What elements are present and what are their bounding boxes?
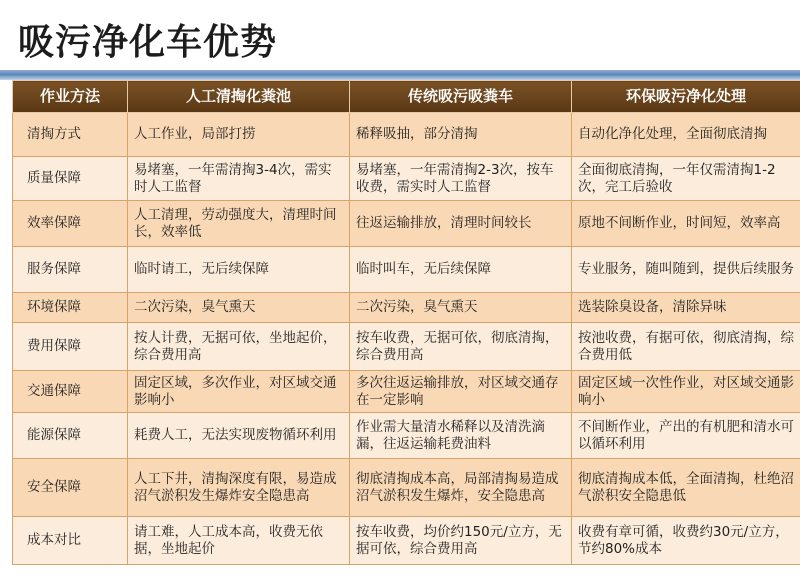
table-cell: 多次往返运输排放，对区域交通存在一定影响 (350, 371, 572, 413)
table-cell: 作业需大量清水稀释以及清洗滴漏，往返运输耗费油料 (350, 413, 572, 459)
table-cell: 不间断作业，产出的有机肥和清水可以循环利用 (572, 413, 800, 459)
table-cell: 二次污染，臭气熏天 (350, 293, 572, 323)
table-cell: 自动化净化处理，全面彻底清掏 (572, 113, 800, 157)
table-row (13, 413, 800, 459)
table-cell: 请工难，人工成本高，收费无依据，坐地起价 (128, 517, 350, 565)
table-row (13, 293, 800, 323)
table-row (13, 459, 800, 517)
row-label: 效率保障 (13, 201, 128, 247)
table-row (13, 247, 800, 293)
table-row (13, 157, 800, 201)
table-cell: 人工清理，劳动强度大，清理时间长，效率低 (128, 201, 350, 247)
row-label: 服务保障 (13, 247, 128, 293)
table-row (13, 371, 800, 413)
table-cell: 按车收费，无据可依，彻底清掏，综合费用高 (350, 323, 572, 371)
table-row (13, 517, 800, 565)
table-cell: 人工作业，局部打捞 (128, 113, 350, 157)
table-cell: 耗费人工，无法实现废物循环利用 (128, 413, 350, 459)
table-cell: 收费有章可循，收费约30元/立方，节约80%成本 (572, 517, 800, 565)
row-label: 成本对比 (13, 517, 128, 565)
table-cell: 选装除臭设备，清除异味 (572, 293, 800, 323)
table-row (13, 323, 800, 371)
table-cell: 二次污染，臭气熏天 (128, 293, 350, 323)
page-title: 吸污净化车优势 (18, 22, 278, 63)
column-header: 人工清掏化粪池 (128, 81, 350, 113)
table-header-row (13, 81, 800, 113)
table-cell: 人工下井，清掏深度有限，易造成沼气淤积发生爆炸安全隐患高 (128, 459, 350, 517)
table-cell: 稀释吸抽，部分清掏 (350, 113, 572, 157)
row-label: 能源保障 (13, 413, 128, 459)
table-cell: 临时请工，无后续保障 (128, 247, 350, 293)
table-cell: 彻底清掏成本高，局部清掏易造成沼气淤积发生爆炸，安全隐患高 (350, 459, 572, 517)
row-label: 环境保障 (13, 293, 128, 323)
row-label: 安全保障 (13, 459, 128, 517)
comparison-table (12, 80, 800, 565)
column-header: 传统吸污吸粪车 (350, 81, 572, 113)
row-label: 质量保障 (13, 157, 128, 201)
table-cell: 往返运输排放，清理时间较长 (350, 201, 572, 247)
row-label: 费用保障 (13, 323, 128, 371)
column-header: 作业方法 (13, 81, 128, 113)
table-cell: 按池收费，有据可依，彻底清掏，综合费用低 (572, 323, 800, 371)
table-cell: 彻底清掏成本低，全面清掏，杜绝沼气淤积安全隐患低 (572, 459, 800, 517)
table-cell: 原地不间断作业，时间短，效率高 (572, 201, 800, 247)
table-row (13, 113, 800, 157)
table-cell: 易堵塞，一年需清掏3-4次，需实时人工监督 (128, 157, 350, 201)
table-cell: 临时叫车，无后续保障 (350, 247, 572, 293)
table-row (13, 201, 800, 247)
table-cell: 固定区域，多次作业，对区域交通影响小 (128, 371, 350, 413)
table-cell: 专业服务，随叫随到，提供后续服务 (572, 247, 800, 293)
table-cell: 按人计费，无据可依，坐地起价，综合费用高 (128, 323, 350, 371)
title-divider (0, 70, 800, 80)
table-cell: 固定区域一次性作业，对区域交通影响小 (572, 371, 800, 413)
table-cell: 全面彻底清掏，一年仅需清掏1-2次，完工后验收 (572, 157, 800, 201)
row-label: 清掏方式 (13, 113, 128, 157)
column-header: 环保吸污净化处理 (572, 81, 800, 113)
table-cell: 按车收费，均价约150元/立方，无据可依，综合费用高 (350, 517, 572, 565)
table-cell: 易堵塞，一年需清掏2-3次，按车收费，需实时人工监督 (350, 157, 572, 201)
row-label: 交通保障 (13, 371, 128, 413)
